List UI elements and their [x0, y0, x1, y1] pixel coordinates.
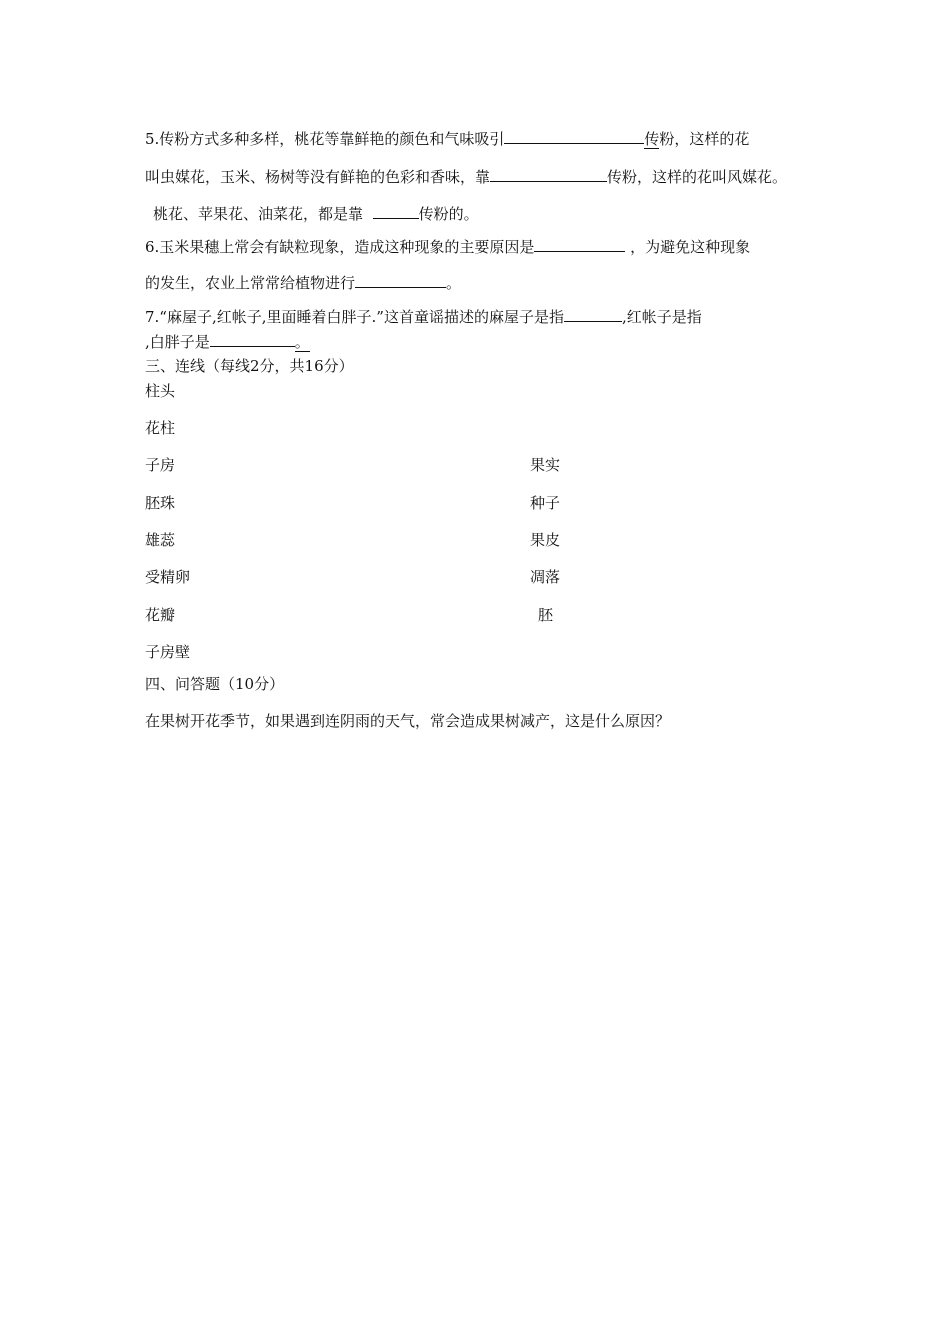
q5-text: 5.传粉方式多种多样，桃花等靠鲜艳的颜色和气味吸引: [145, 130, 505, 148]
q6-text: 的发生，农业上常常给植物进行: [145, 274, 356, 292]
q5-blank-3[interactable]: [373, 203, 419, 219]
q5-text: 粉，这样的花: [659, 130, 750, 148]
q5-text: 传粉的。: [418, 205, 479, 223]
q5-text: 传粉，这样的花叫风媒花。: [607, 168, 788, 186]
q5-blank-2[interactable]: [490, 166, 607, 182]
match-left-item[interactable]: 花柱: [145, 419, 176, 437]
q7-blank-2[interactable]: [210, 331, 295, 347]
q5-line-3: [153, 203, 479, 224]
q7-blank-1[interactable]: [564, 306, 622, 322]
q7-text: ,白胖子是: [145, 333, 210, 351]
match-left-item[interactable]: 受精卵: [145, 568, 191, 586]
match-right-item[interactable]: 果皮: [530, 531, 561, 549]
q6-line-1: [145, 236, 750, 257]
q6-blank-1[interactable]: [534, 236, 625, 252]
q5-blank-1[interactable]: [504, 128, 644, 144]
match-right-item[interactable]: 种子: [530, 494, 561, 512]
q5-text: 叫虫媒花，玉米、杨树等没有鲜艳的色彩和香味，靠: [145, 168, 491, 186]
match-left-item[interactable]: 雄蕊: [145, 531, 176, 549]
match-left-item[interactable]: 胚珠: [145, 494, 176, 512]
match-left-item[interactable]: 子房壁: [145, 643, 191, 661]
section3-title: 三、连线（每线2分，共16分）: [145, 357, 354, 375]
match-left-item[interactable]: 花瓣: [145, 606, 176, 624]
q6-text: 。: [446, 274, 462, 292]
section4-title: 四、问答题（10分）: [145, 675, 285, 693]
q5-text: 桃花、苹果花、油菜花，都是靠: [153, 205, 364, 223]
q7-text: 7.“麻屋子,红帐子,里面睡着白胖子.”这首童谣描述的麻屋子是指: [145, 308, 564, 326]
match-left-item[interactable]: 子房: [145, 456, 176, 474]
q6-blank-2[interactable]: [355, 272, 446, 288]
q7-line-2: [145, 331, 310, 352]
q6-text: ，为避免这种现象: [630, 238, 751, 256]
q7-text: ,红帐子是指: [621, 308, 702, 326]
match-left-item[interactable]: 柱头: [145, 382, 176, 400]
match-right-item[interactable]: 凋落: [530, 568, 561, 586]
q5-underlined-char: 传: [644, 130, 660, 148]
q7-text: 。: [294, 333, 310, 351]
match-right-item[interactable]: 胚: [538, 606, 554, 624]
q6-line-2: [145, 272, 461, 293]
q5-line-1: [145, 128, 749, 149]
q6-text: 6.玉米果穗上常会有缺粒现象，造成这种现象的主要原因是: [145, 238, 535, 256]
q7-line-1: [145, 306, 702, 327]
section4-question: 在果树开花季节，如果遇到连阴雨的天气，常会造成果树减产，这是什么原因？: [145, 712, 671, 730]
q5-line-2: [145, 166, 787, 187]
match-right-item[interactable]: 果实: [530, 456, 561, 474]
